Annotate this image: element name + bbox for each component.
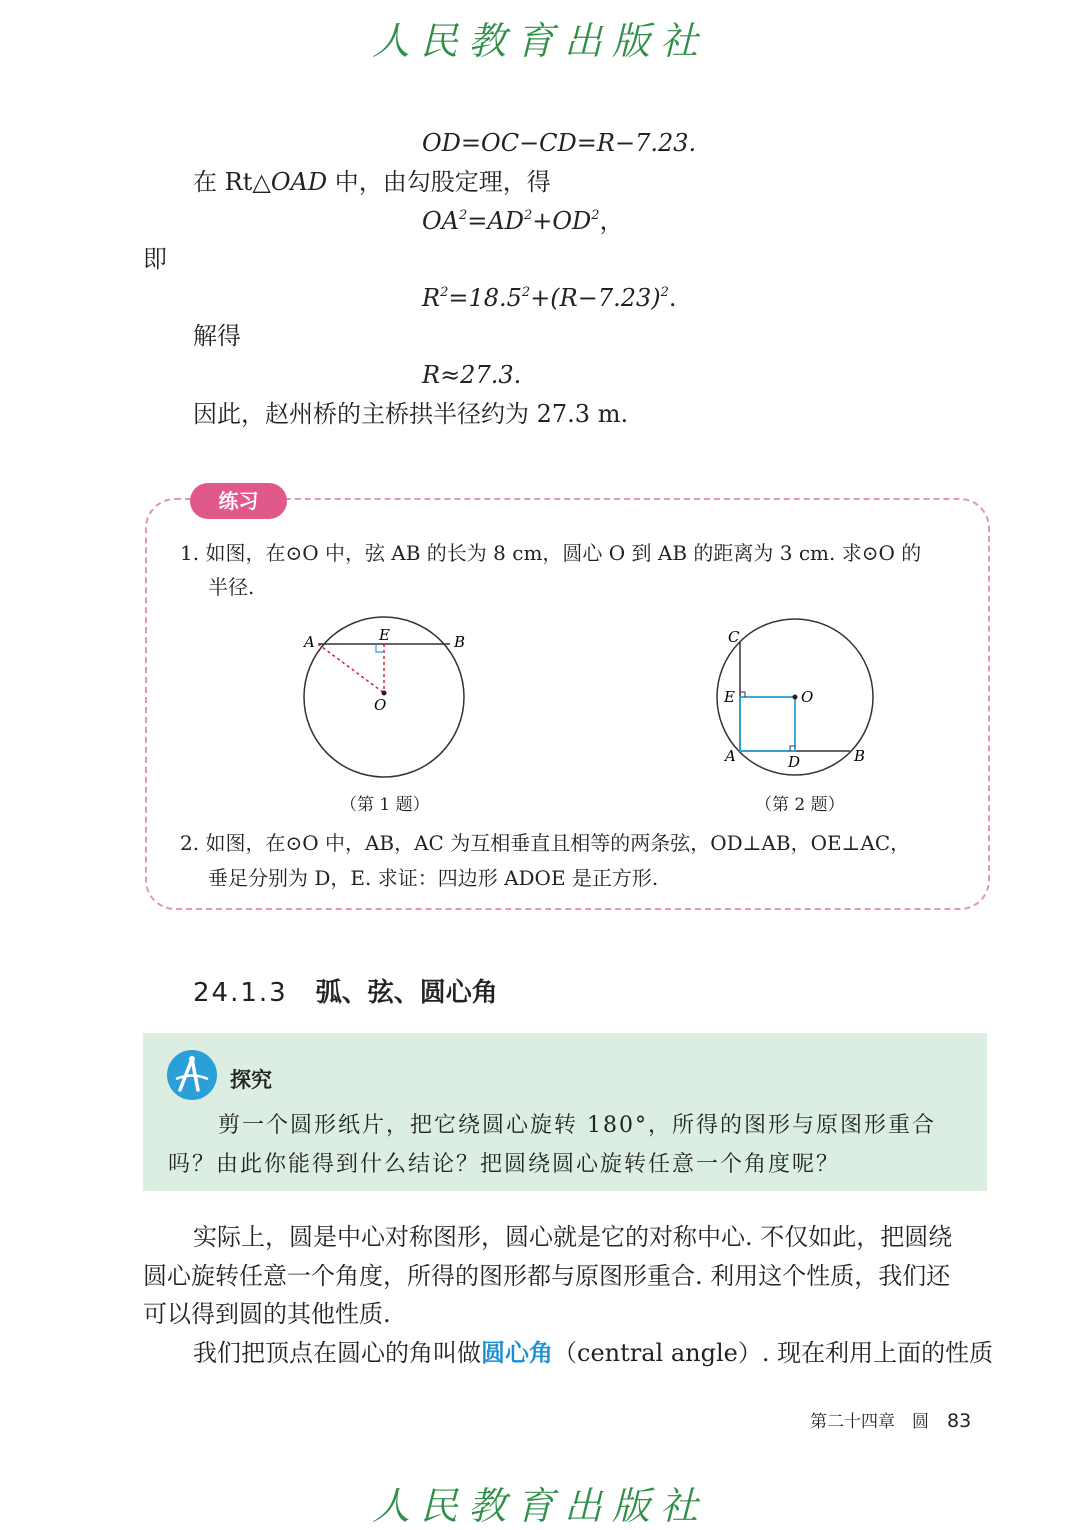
- exercise-1-line-1: 1. 如图，在⊙O 中，弦 AB 的长为 8 cm，圆心 O 到 AB 的距离为 3 cm. 求⊙O 的: [180, 541, 922, 565]
- word-ji: 即: [143, 245, 167, 273]
- fig2-square-adoe: [740, 697, 795, 751]
- sq-5: 2: [521, 285, 531, 300]
- figure-1: [290, 615, 490, 795]
- conclusion-text: 因此，赵州桥的主桥拱半径约为 27.3 m.: [193, 400, 629, 428]
- body-p1-line-2: 圆心旋转任意一个角度，所得的图形都与原图形重合. 利用这个性质，我们还: [143, 1262, 951, 1290]
- fig1-right-angle-mark: [376, 644, 384, 652]
- equation-pythagoras: [422, 206, 624, 236]
- sq-4: 2: [440, 285, 449, 300]
- publisher-brand-bottom: 人民教育出版社: [371, 1484, 708, 1528]
- explore-label: 探究: [230, 1068, 272, 1092]
- figure-2: [715, 615, 885, 790]
- r-mid: =18.5: [448, 284, 522, 312]
- fig2-label-d: D: [788, 753, 801, 771]
- exercise-2-line-2: 垂足分别为 D，E. 求证：四边形 ADOE 是正方形.: [208, 866, 659, 890]
- page-footer: [810, 1407, 971, 1432]
- sq-6: 2: [660, 285, 669, 300]
- explore-line-1: 剪一个圆形纸片，把它绕圆心旋转 180°，所得的图形与原图形重合: [218, 1113, 936, 1138]
- fig2-label-b: B: [854, 747, 866, 765]
- fig2-label-a: A: [725, 747, 736, 765]
- r-lhs: R: [422, 284, 441, 312]
- pyth-oa: OA: [422, 207, 460, 235]
- p2-suffix: （central angle）. 现在利用上面的性质: [553, 1339, 994, 1367]
- publisher-brand-top: 人民教育出版社: [371, 19, 708, 63]
- explore-line-2: 吗？由此你能得到什么结论？把圆绕圆心旋转任意一个角度呢？: [168, 1152, 841, 1177]
- fig1-label-b: B: [454, 633, 466, 651]
- section-heading: [193, 972, 498, 1009]
- exercise-2-line-1: 2. 如图，在⊙O 中，AB，AC 为互相垂直且相等的两条弦，OD⊥AB，OE⊥AC，: [180, 831, 911, 855]
- term-central-angle: 圆心角: [481, 1338, 553, 1367]
- body-p1-line-1: 实际上，圆是中心对称图形，圆心就是它的对称中心. 不仅如此，把圆绕: [193, 1223, 953, 1251]
- fig2-label-e: E: [724, 688, 735, 706]
- fig1-segment-oa: [318, 644, 384, 693]
- rt-triangle-name: OAD: [270, 168, 328, 196]
- rt-suffix: 中，由勾股定理，得: [327, 168, 551, 196]
- compass-icon: [167, 1050, 217, 1100]
- rt-triangle-line: [193, 167, 551, 197]
- p2-prefix: 我们把顶点在圆心的角叫做: [193, 1339, 481, 1367]
- pyth-ad: =AD: [467, 207, 524, 235]
- fig1-label-o: O: [374, 696, 387, 714]
- fig2-label-o: O: [801, 688, 814, 706]
- section-title: 弧、弦、圆心角: [315, 978, 498, 1008]
- r-plus: +(R−7.23): [530, 284, 661, 312]
- chapter-label: 第二十四章 圆: [810, 1412, 929, 1432]
- sq-3: 2: [591, 208, 600, 223]
- pyth-end: ，: [599, 207, 624, 235]
- r-end: .: [668, 284, 677, 312]
- compass-icon-graphic: [167, 1050, 217, 1100]
- rt-prefix: 在 Rt△: [193, 168, 271, 196]
- practice-tag: 练习: [190, 483, 287, 519]
- section-number: 24.1.3: [193, 978, 288, 1008]
- figure-1-caption: （第 1 题）: [340, 795, 430, 815]
- body-p1-line-3: 可以得到圆的其他性质.: [143, 1300, 391, 1328]
- equation-r: [422, 283, 677, 313]
- fig1-center-dot: [382, 691, 387, 696]
- page-number: 83: [947, 1410, 972, 1432]
- figure-2-caption: （第 2 题）: [755, 795, 845, 815]
- fig2-label-c: C: [728, 628, 740, 646]
- pyth-od: +OD: [532, 207, 592, 235]
- exercise-1-line-2: 半径.: [208, 575, 255, 599]
- sq-1: 2: [459, 208, 468, 223]
- equation-od: OD=OC−CD=R−7.23.: [422, 129, 697, 157]
- word-jiede: 解得: [193, 322, 241, 350]
- fig1-label-a: A: [304, 633, 315, 651]
- sq-2: 2: [523, 208, 533, 223]
- fig1-label-e: E: [379, 626, 390, 644]
- fig2-center-dot: [793, 695, 798, 700]
- body-p2-line-1: [193, 1338, 993, 1368]
- equation-result: R≈27.3.: [422, 361, 522, 389]
